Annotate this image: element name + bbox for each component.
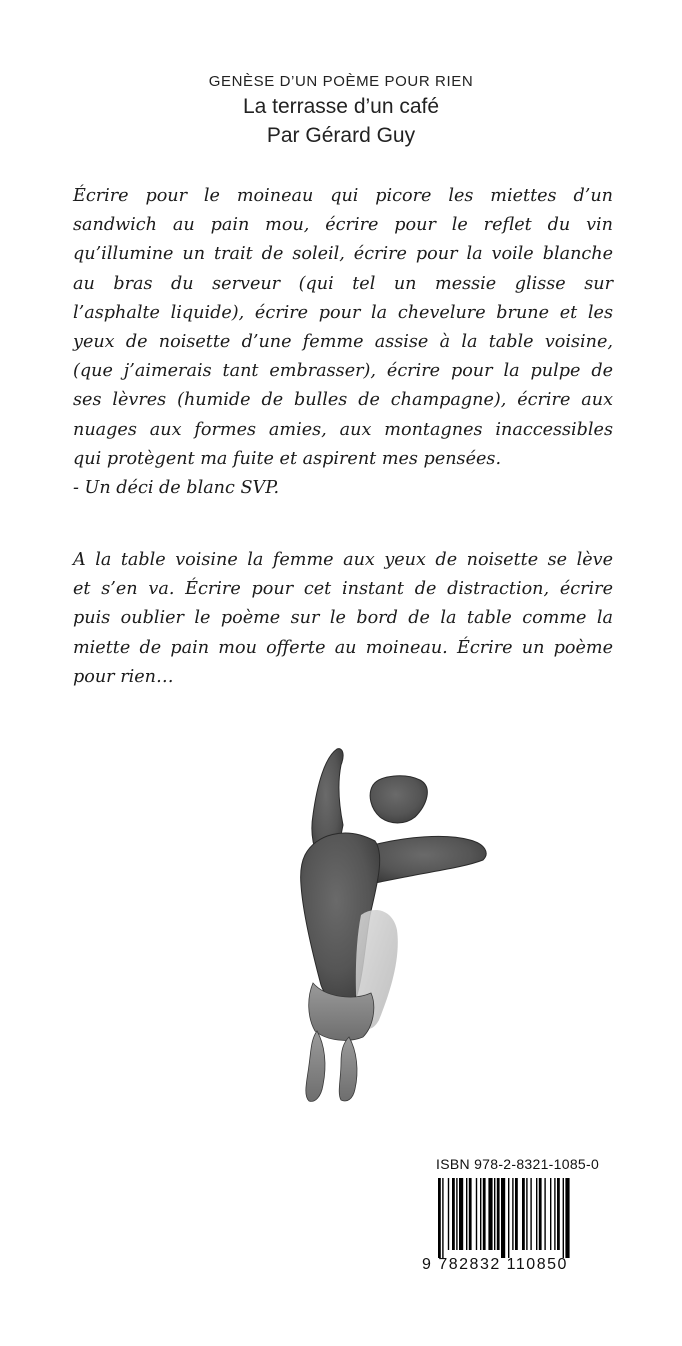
barcode-bars xyxy=(438,1178,634,1258)
figure-left-leg xyxy=(306,1031,325,1101)
barcode-bar xyxy=(469,1178,472,1250)
isbn-label: ISBN 978-2-8321-1085-0 xyxy=(436,1156,600,1172)
text-line: nuages aux formes amies, aux montagnes inaccessibles xyxy=(73,419,613,440)
text-line: (que j’aimerais tant embrasser), écrire pour la pulpe de xyxy=(73,361,613,382)
barcode-bar xyxy=(480,1178,481,1250)
text-line: qu’illumine un trait de soleil, écrire pour la voile blanche xyxy=(73,244,613,265)
barcode-bar xyxy=(501,1178,505,1258)
barcode-bar xyxy=(488,1178,492,1250)
barcode-bar xyxy=(563,1178,564,1258)
barcode-bar xyxy=(448,1178,449,1250)
barcode-bar xyxy=(544,1178,545,1250)
barcode-bar xyxy=(557,1178,560,1250)
text-line: l’asphalte liquide), écrire pour la chevelure brune et les xyxy=(73,302,613,323)
author-line: Par Gérard Guy xyxy=(266,124,416,147)
series-title: GENÈSE D’UN POÈME POUR RIEN xyxy=(208,73,474,90)
barcode-bar xyxy=(442,1178,443,1258)
barcode-bar xyxy=(494,1178,495,1250)
text-line: A la table voisine la femme aux yeux de noisette se lève xyxy=(73,550,613,570)
barcode-bar xyxy=(550,1178,551,1250)
isbn-digits: 9 782832 110850 xyxy=(422,1256,568,1273)
barcode-bar xyxy=(554,1178,555,1250)
figure-outstretched-arm xyxy=(373,836,486,883)
figure-head xyxy=(370,776,427,823)
text-line: puis oublier le poème sur le bord de la table comme la xyxy=(73,608,613,629)
figure-right-leg xyxy=(339,1037,357,1101)
barcode-bar xyxy=(526,1178,527,1250)
text-line: - Un déci de blanc SVP. xyxy=(73,478,280,499)
barcode-bar xyxy=(476,1178,477,1250)
text-line: sandwich au pain mou, écrire pour le reflet du vin xyxy=(73,215,613,236)
dancing-figure-illustration xyxy=(265,745,495,1105)
barcode-bar xyxy=(512,1178,513,1250)
text-line: qui protègent ma fuite et aspirent mes pensées. xyxy=(73,448,502,469)
poem-paragraph-2 xyxy=(73,546,613,692)
barcode-bar xyxy=(483,1178,486,1250)
barcode-bar xyxy=(459,1178,463,1250)
text-line: yeux de noisette d’une femme assise à la table voisine, xyxy=(73,332,613,353)
barcode-bar xyxy=(515,1178,518,1250)
poem-paragraph-1 xyxy=(73,182,613,503)
barcode-bar xyxy=(539,1178,542,1250)
cover-header xyxy=(0,72,682,150)
barcode-bar xyxy=(508,1178,509,1258)
barcode-bar xyxy=(466,1178,467,1250)
barcode-bar xyxy=(522,1178,525,1250)
isbn-barcode xyxy=(422,1156,642,1276)
barcode-bar xyxy=(497,1178,500,1250)
text-line: pour rien… xyxy=(73,666,174,687)
barcode-bar xyxy=(565,1178,569,1258)
barcode-bar xyxy=(530,1178,531,1250)
barcode-bar xyxy=(456,1178,457,1250)
barcode-bar xyxy=(536,1178,537,1250)
barcode-bar xyxy=(452,1178,455,1250)
text-line: miette de pain mou offerte au moineau. Écrire un poème xyxy=(73,637,613,658)
book-title: La terrasse d’un café xyxy=(242,95,440,118)
text-line: Écrire pour le moineau qui picore les miettes d’un xyxy=(73,186,613,206)
text-line: ses lèvres (humide de bulles de champagne), écrire aux xyxy=(73,390,613,411)
barcode-bar xyxy=(438,1178,441,1258)
text-line: au bras du serveur (qui tel un messie glisse sur xyxy=(73,273,613,294)
text-line: et s’en va. Écrire pour cet instant de distraction, écrire xyxy=(73,579,613,600)
